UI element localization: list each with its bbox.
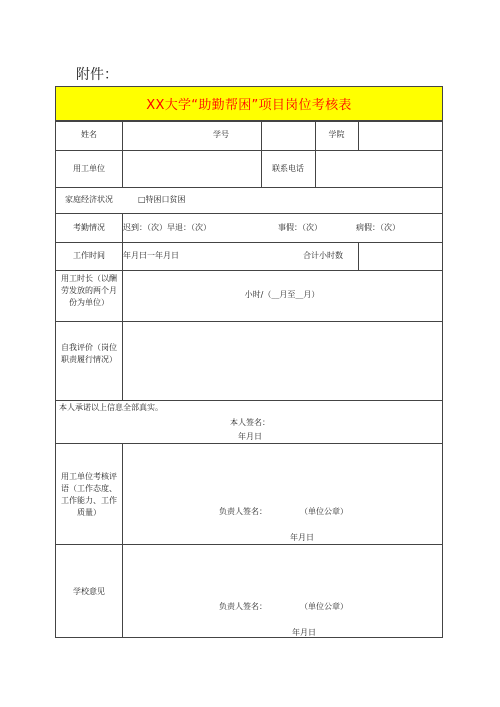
work-time-range: 年月曰一年月日 <box>123 251 179 260</box>
school-opinion-date: 年月日 <box>292 628 316 637</box>
col-divider <box>315 150 316 187</box>
attendance-label: 考勤情况 <box>73 223 105 232</box>
attachment-label: 附件： <box>76 67 118 83</box>
school-opinion-label: 学校意见 <box>73 587 105 596</box>
col-divider <box>122 121 123 187</box>
late-early-count: 迟到：（次）早退：（次） <box>123 223 211 232</box>
row-divider <box>56 242 442 243</box>
row-divider <box>56 400 442 401</box>
total-hours-label: 合计小时数 <box>303 251 343 260</box>
pledge-date: 年月日 <box>238 432 262 441</box>
school-signature-label: 负责人签名： <box>219 602 267 611</box>
row-divider <box>56 270 442 271</box>
sick-leave-count: 病假：（次） <box>356 223 400 232</box>
employer-seal-label: （单位公章） <box>300 507 348 516</box>
col-divider <box>358 121 359 150</box>
phone-label: 联系电话 <box>272 164 304 173</box>
form-title: XX大学“助勤帮困”项目岗位考核表 <box>56 87 442 121</box>
row-divider <box>56 121 442 122</box>
self-signature-label: 本人签名： <box>230 418 270 427</box>
family-status-label: 家庭经济状况 <box>65 195 113 204</box>
row-divider <box>56 213 442 214</box>
row-divider <box>56 443 442 444</box>
employer-label: 用工单位 <box>73 164 105 173</box>
employer-eval-date: 年月日 <box>290 533 314 542</box>
row-divider <box>56 150 442 151</box>
student-id-label: 学号 <box>213 130 229 139</box>
row-divider <box>56 321 442 322</box>
college-label: 学院 <box>328 130 345 139</box>
work-hours-value: 小时/（__月至__月） <box>244 290 320 299</box>
col-divider <box>261 121 262 187</box>
assessment-form <box>55 86 443 638</box>
work-hours-label: 用工时长（以酬劳发放的两个月份为单位） <box>61 274 117 307</box>
personal-leave-count: 事假：（次） <box>278 223 322 232</box>
col-divider <box>122 213 123 400</box>
col-divider <box>358 242 359 270</box>
pledge-statement: 本人承诺以上信息全部真实。 <box>59 403 163 412</box>
employer-signature-label: 负责人签名： <box>219 507 267 516</box>
family-status-options[interactable]: □特困口贫困 <box>138 195 186 204</box>
row-divider <box>56 544 442 545</box>
self-evaluation-label: 自我评价（岗位职责履行情况） <box>61 343 117 364</box>
work-time-label: 工作时间 <box>73 251 105 260</box>
name-label: 姓名 <box>81 130 97 139</box>
row-divider <box>56 187 442 188</box>
col-divider <box>122 443 123 638</box>
school-seal-label: （单位公章） <box>300 602 348 611</box>
employer-evaluation-label: 用工单位考核评语（工作态度、工作能力、工作质量） <box>61 472 117 517</box>
